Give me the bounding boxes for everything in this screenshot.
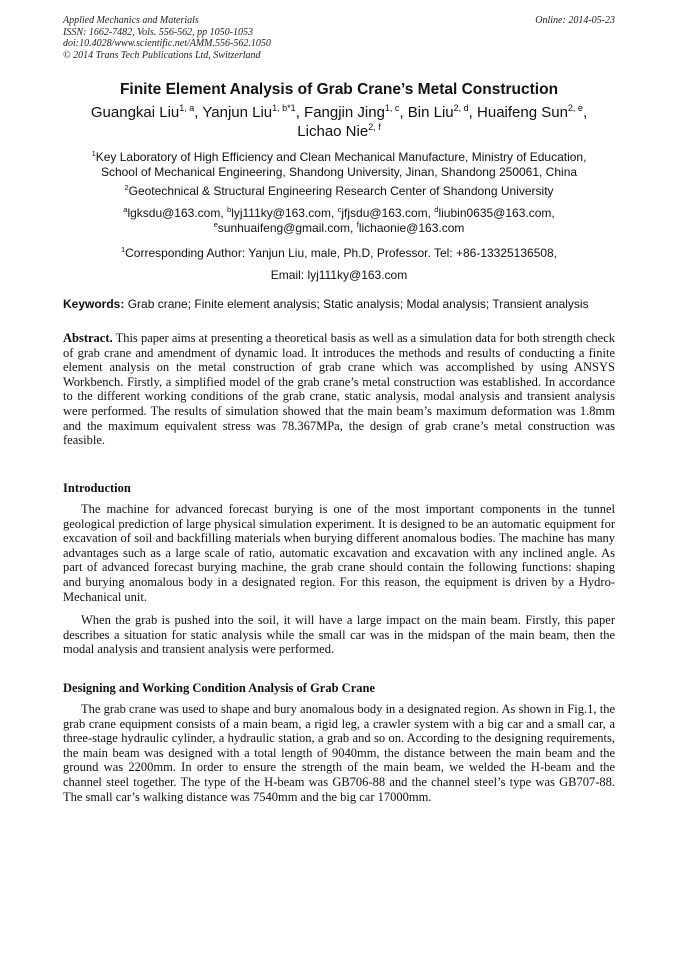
- journal-name: Applied Mechanics and Materials: [63, 15, 199, 26]
- affiliation-2: $^2$Geotechnical & Structural Engineering Research Center of Shandong University: [124, 183, 554, 198]
- journal-header: [63, 15, 615, 61]
- author: Lichao Nie$^{2, f}$: [297, 122, 381, 140]
- paper-title: Finite Element Analysis of Grab Crane’s Metal Construction: [119, 81, 559, 98]
- issn-line: ISSN: 1662-7482, Vols. 556-562, pp 1050-1053: [63, 26, 253, 38]
- section-heading-introduction: Introduction: [63, 481, 131, 495]
- email-list: $^a$lgksdu@163.com, $^b$lyj111ky@163.com, $^c$jfjsdu@163.com, $^d$liubin0635@163.com, $^e$sunhuaifeng@gmail.com, $^f$lichaonie@163.com: [123, 205, 555, 235]
- abstract-text: This paper aims at presenting a theoretical basis as well as a simulation data for both strength check of grab crane and amendment of dynamic load. It introduces the methods and results of conducting a finite element analysis on the metal construction of grab crane which was accomplished by using ANSYS Workbench. Firstly, a simplified model of the grab crane’s metal construction was established. In accordance to the different working conditions of the grab crane, static analysis, modal analysis and transient analysis were performed. The results of simulation showed that the main beam’s maximum deformation was 1.8mm and the maximum equivalent stress was 78.367MPa, the design of grab crane’s metal construction was feasible.: [63, 331, 615, 448]
- corresponding-author: $^1$Corresponding Author: Yanjun Liu, male, Ph.D, Professor. Tel: +86-13325136508, Email: lyj111ky@163.com: [120, 245, 558, 282]
- author: Yanjun Liu$^{1, b*1}$: [202, 103, 296, 121]
- doi-line: doi:10.4028/www.scientific.net/AMM.556-562.1050: [63, 38, 271, 49]
- email: $^c$jfjsdu@163.com: [337, 205, 428, 220]
- author-list: Guangkai Liu$^{1, a}$, Yanjun Liu$^{1, b*1}$, Fangjin Jing$^{1, c}$, Bin Liu$^{2, d}$, Huaifeng Sun$^{2, e}$, Lichao Nie$^{2, f}$: [90, 103, 588, 140]
- copyright-line: © 2014 Trans Tech Publications Ltd, Switzerland: [63, 49, 261, 61]
- keywords-label: Keywords:: [63, 297, 125, 311]
- keywords: [63, 297, 615, 311]
- author: Guangkai Liu$^{1, a}$: [90, 103, 195, 121]
- abstract: [63, 331, 615, 448]
- author: Huaifeng Sun$^{2, e}$: [477, 103, 583, 121]
- section-heading-design: Designing and Working Condition Analysis of Grab Crane: [63, 681, 375, 695]
- online-date: Online: 2014-05-23: [535, 15, 615, 26]
- email: $^d$liubin0635@163.com: [434, 205, 552, 220]
- email: $^f$lichaonie@163.com: [356, 220, 465, 235]
- email: $^e$sunhuaifeng@gmail.com: [213, 220, 351, 235]
- email: $^b$lyj111ky@163.com: [227, 205, 331, 220]
- email: $^a$lgksdu@163.com: [123, 205, 221, 220]
- abstract-label: Abstract.: [63, 331, 113, 345]
- author: Bin Liu$^{2, d}$: [407, 103, 469, 121]
- affiliation-1: $^1$Key Laboratory of High Efficiency and Clean Mechanical Manufacture, Ministry of Education, School of Mechanical Engineering, Shandong University, Jinan, Shandong 250061, China: [91, 149, 587, 179]
- design-paragraph-1: The grab crane was used to shape and bury anomalous body in a designated region. As shown in Fig.1, the grab crane equipment consists of a main beam, a rigid leg, a crawler system with a big car and a small car, a three-stage hydraulic cylinder, a hydraulic station, a grab and so on. According to the designing requirements, the main beam was designed with a total length of 9040mm, the distance between the main beam and the ground was 2200mm. In order to ensure the strength of the main beam, we welded the H-beam and the channel steel together. The type of the H-beam was GB706-88 and the channel steel’s type was GB707-88. The small car’s walking distance was 7540mm and the big car 17000mm.: [63, 702, 615, 804]
- intro-paragraph-1: The machine for advanced forecast burying is one of the most important components in the tunnel geological prediction of large physical simulation experiment. It is designed to be an automatic equipment for excavation of soil and backfilling materials when burying different anomalous bodies. The machine has many advantages such as a large scale of ratio, automatic excavation and excavation with any inclined angle. As part of advanced forecast burying machine, the grab crane should contain the following functions: shaping and burying anomalous body in a designated region. For this reason, the equipment is driven by a Hydro-Mechanical unit.: [63, 502, 615, 604]
- author: Fangjin Jing$^{1, c}$: [304, 103, 400, 121]
- intro-paragraph-2: When the grab is pushed into the soil, it will have a large impact on the main beam. Firstly, this paper describes a situation for static analysis while the small car was in the midspan of the main beam, then the modal analysis and transient analysis were performed.: [63, 613, 615, 657]
- keywords-text: Grab crane; Finite element analysis; Static analysis; Modal analysis; Transient analysis: [127, 297, 589, 311]
